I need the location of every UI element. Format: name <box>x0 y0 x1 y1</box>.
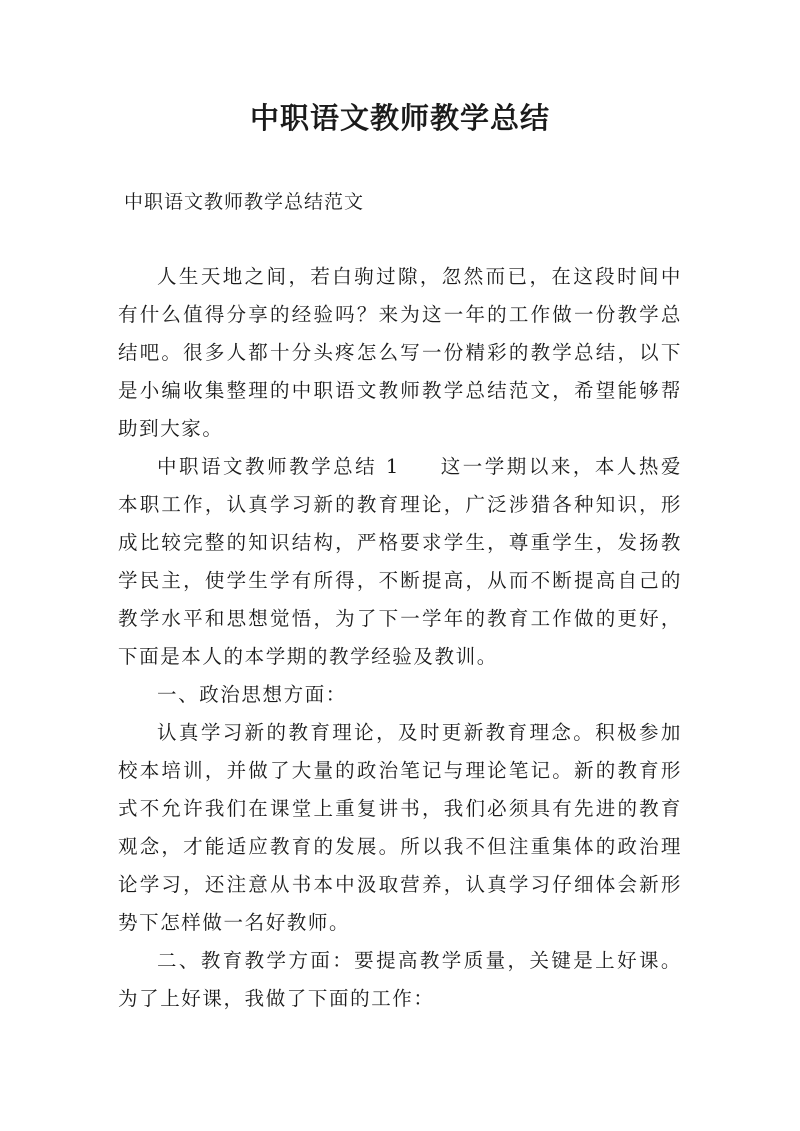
part1-heading: 一、政治思想方面： <box>157 683 347 706</box>
part2-paragraph: 二、教育教学方面：要提高教学质量，关键是上好课。为了上好课，我做了下面的工作： <box>118 949 682 1010</box>
document-title: 中职语文教师教学总结 <box>249 101 550 135</box>
document-subtitle: 中职语文教师教学总结范文 <box>124 191 365 213</box>
section1-paragraph <box>118 448 682 676</box>
section1-heading: 中职语文教师教学总结 1 <box>157 455 400 478</box>
document-body <box>118 258 682 1018</box>
part1-paragraph: 认真学习新的教育理论，及时更新教育理念。积极参加校本培训，并做了大量的政治笔记与理论笔记。新的教育形式不允许我们在课堂上重复讲书，我们必须具有先进的教育观念，才能适应教育的发展。所以我不但注重集体的政治理论学习，还注意从书本中汲取营养，认真学习仔细体会新形势下怎样做一名好教师。 <box>118 721 682 934</box>
section1-text: 这一学期以来，本人热爱本职工作，认真学习新的教育理论，广泛涉猎各种知识，形成比较完整的知识结构，严格要求学生，尊重学生，发扬教学民主，使学生学有所得，不断提高，从而不断提高自己的教学水平和思想觉悟，为了下一学年的教育工作做的更好，下面是本人的本学期的教学经验及教训。 <box>118 455 682 668</box>
intro-paragraph: 人生天地之间，若白驹过隙，忽然而已，在这段时间中有什么值得分享的经验吗？来为这一年的工作做一份教学总结吧。很多人都十分头疼怎么写一份精彩的教学总结，以下是小编收集整理的中职语文教师教学总结范文，希望能够帮助到大家。 <box>118 265 682 440</box>
